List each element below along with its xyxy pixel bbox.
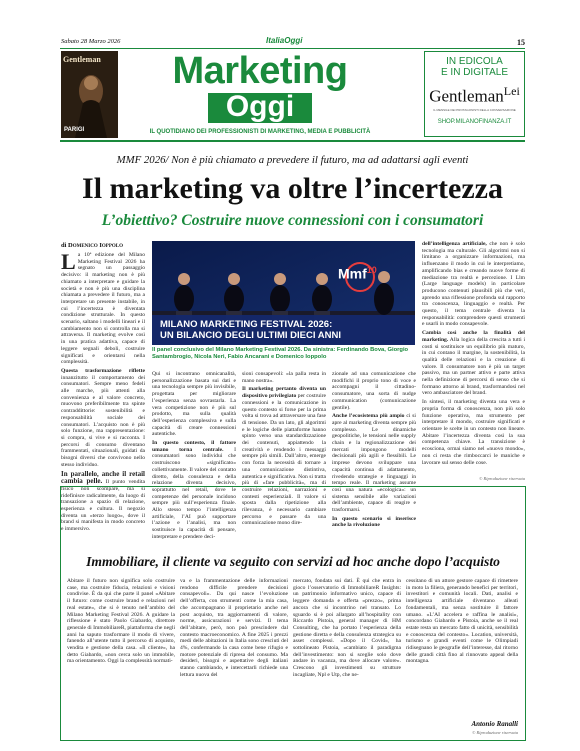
col4-lead-2: Anche l’ecosistema più ampio bbox=[332, 413, 405, 420]
article-column-1 bbox=[61, 249, 145, 533]
ad-line-1: IN EDICOLA bbox=[446, 56, 503, 67]
photo-logo-number: 10 bbox=[366, 265, 377, 275]
col1-dropcap: L bbox=[61, 249, 76, 274]
col1-lead-3: In parallelo, anche il retail cambia pelle. bbox=[61, 469, 145, 486]
ad-logo: Gentleman bbox=[429, 86, 504, 106]
issue-date: Sabato 28 Marzo 2026 bbox=[61, 38, 121, 45]
second-article-headline: Immobiliare, il cliente va seguito con servizi ad hoc anche dopo l’acquisto bbox=[86, 554, 500, 569]
byline-name: Domenico Ioppolo bbox=[68, 242, 124, 249]
article-headline: Il marketing va oltre l’incertezza bbox=[82, 172, 503, 205]
col4-text-2: ci si apre al marketing diventa sempre più complesso. Le dinamiche geopolitiche, le tensioni nelle supply chain e la regionalizzazione dei mercati impongono modelli decisionali più agili e flessibili. Le imprese devono sviluppare una capacità continua di adattamento, rivedendo strategie e linguaggi in tempo reale. Il marketing assume così una natura «ecologica»: un sistema sensibile alle variazioni dell’ambiente, capace di reagire e trasformarsi. bbox=[332, 413, 416, 514]
col5-lead-1: dell’intelligenza artificiale, bbox=[422, 241, 487, 247]
second-article-column-1: Abitare il futuro non significa solo costruire case, ma costruire fiducia, relazioni e visioni condivise. È da qui che parte il panel «Abitare il futuro: come costruire brand e relazioni nel real estate», che si è tenuto nell’ambito del Milano Marketing Festival 2026. A guidare la riflessione è stato Paolo Giabardo, direttore generale di ImmobiliareR, piattaforma che negli anni ha saputo trasformare il modo di vivere, fanendo all’utente tutto il percorso di acquisto, vendita e gestione della casa. «Il cliente», ha detto Giabardo, «non cerca solo un immobile, ma orientamento. Oggi la complessità normati- bbox=[67, 578, 175, 665]
col5-text-1: che non è solo tecnologia ma culturale. Gli algoritmi non si limitano a organizzare informazioni, ma influenzano il modo in cui le interpretiamo, amplificando bias e creando nuove forme di mediazione tra realtà e percezione. I Llm (Large language models) in particolare producono contenuti plausibili più che veri, aprendo una riflessione profonda sul rapporto tra conoscenza, linguaggio e realtà. Per questo, il tema centrale diventa la responsabilità: comprendere questi strumenti e usarli in modo consapevole. bbox=[422, 241, 525, 328]
col3-text-2: per costruire connessioni e la comunicazione in questo contesto si forse per la prima volta si trova ad attraversare una fase di tensione. Da un lato, gli algoritmi e le logiche delle piattaforme hanno spinto verso una standardizzazione dei contenuti, appiattendo la creatività e rendendo i messaggi sempre più simili. Dall’altro, emerge con forza la necessità di tornare a una comunicazione distintiva, autentica e significativa. Non si tratta più di «fare pubblicità», ma di costruire relazioni, narrazioni e contesti esperienziali. Il valore si sposta dalla ripetizione alla rilevanza, è necessario cambiare percorso e passare da una comunicazione mono dire- bbox=[242, 393, 327, 527]
ad-line-2: E IN DIGITALE bbox=[440, 67, 509, 78]
ad-url[interactable]: SHOP.MILANOFINANZA.IT bbox=[437, 119, 512, 126]
magazine-thumb-caption: PARIGI bbox=[64, 127, 85, 133]
byline-prefix: di bbox=[61, 242, 67, 249]
article-column-4 bbox=[332, 371, 416, 529]
col4-lead-3: In questo scenario si inserisce anche la rivoluzione bbox=[332, 515, 416, 529]
article-kicker: MMF 2026/ Non è più chiamato a prevedere il futuro, ma ad adattarsi agli eventi bbox=[116, 154, 469, 166]
photo-banner bbox=[152, 315, 415, 345]
col5-text-2: Alla logica della crescita a tutti i costi si sostituisce un equilibrio più maturo, in cui contano il margine, la sostenibilità, la qualità delle relazioni e la creazione di valore. Il consumatore non è più un target passivo, ma un partner attivo e parte attiva nella definizione di percorsi di senso che si formano attorno ai brand, trasformandosi nel vero ambasciatore del brand. bbox=[422, 336, 525, 397]
col3-para-1: sioni consapevoli: «la palla resta in mano nostra». bbox=[242, 371, 326, 384]
magazine-ad[interactable] bbox=[424, 51, 525, 137]
ad-logo-suffix: Lei bbox=[503, 84, 520, 98]
photo-caption: Il panel conclusivo del Milano Marketing Festival 2026. Da sinistra: Ferdinando Bova, Giorgio Santambrogio, Nicola Neri, Fabio Ancarani e Domenico Ioppolo bbox=[152, 347, 409, 361]
section-title-marketing: Marketing bbox=[172, 50, 348, 92]
magazine-thumbnail[interactable] bbox=[61, 51, 118, 138]
ad-logo-sub: IL MENSILE DEI PROTAGONISTI DELLA CONVERSAZIONE bbox=[433, 108, 516, 113]
article-photo[interactable] bbox=[152, 241, 415, 345]
col1-text-3: Il punto vendita fisico non scompare, ma si ridefinisce radicalmente, da luogo di transazione a spazio di relazione, esperienza e cultura. Il negozio diventa un «terzo luogo», dove il brand si manifesta in modo concreto e immersivo. bbox=[61, 479, 145, 533]
photo-logo bbox=[338, 265, 377, 282]
col2-text-2: I consumatori sono individui che costruiscono «significato» collettivamente. Il valore del contatto diretto, della consulenza e della relazione diventa decisivo, soprattutto nel retail, dove le competenze del personale incidono sempre più sull’esperienza finale. Allo stesso tempo l’intelligenza artificiale, l’AI può supportare l’azione e l’analisi, ma non sostituisce la capacità di pensare, interpretare e prendere deci- bbox=[152, 446, 236, 540]
col5-lead-2: Cambia così anche la finalità del marketing. bbox=[422, 330, 525, 343]
second-article-column-3: mercato, fondata sui dati. È qui che entra in gioco l’osservatorio di ImmobiliareR Insights: un patrimonio informativo unico, capace di leggere domanda e offerta «prezzo», prima ancora che si incontrino nel transato. Lo sguardo si è poi allargato all’hospitality con Riccardo Pistoia, general manager di HM Consulting, che ha portato l’esperienza della gestione diretta e della consulenza strategica su asset complessi. «Dopo il Covid», ha sottolineato Pistoia, «cambiato il paradigma dell’investimento: non si sceglie solo dove andare in vacanza, ma dove allocare valore». Crescono gli investimenti su strutture incagliate, Npl e Utp, che ne- bbox=[293, 578, 401, 678]
col5-para-1 bbox=[422, 241, 525, 328]
photo-banner-line-1: MILANO MARKETING FESTIVAL 2026: bbox=[160, 319, 333, 330]
article-column-5 bbox=[422, 241, 525, 475]
col1-text-2: innanzitutto il comportamento dei consumatori. Sempre meno fedeli alle marche, più attenti alla convenienza e al valore concreto, muovono preferibilmente tra spinte contraddittorie: sostenibilità e responsabilità sociale dei consumatori. L’acquisto non è più solo funzione, ma rappresentazione: si compra, si vive e si racconta. I percorsi di consumo diventano frammentati, situazionali, guidati da bisogni diversi che convivono nello stesso individuo. bbox=[61, 374, 145, 468]
page-number: 15 bbox=[517, 38, 525, 47]
photo-banner-line-2: UN BILANCIO DEGLI ULTIMI DIECI ANNI bbox=[160, 330, 342, 341]
section-tagline: IL QUOTIDIANO DEI PROFESSIONISTI DI MARKETING, MEDIA E PUBBLICITÀ bbox=[149, 129, 371, 135]
article-rights: © Riproduzione riservata bbox=[479, 476, 525, 481]
magazine-thumb-title: Gentleman bbox=[63, 55, 101, 64]
article-column-3 bbox=[242, 371, 327, 527]
article-column-2 bbox=[152, 371, 236, 540]
second-article-column-2: va e la frammentazione delle informazioni rendono difficile prendere decisioni consapevoli». Da qui nasce l’evoluzione dell’offerta, con strumenti come la mia casa, che accompagnano il proprietario anche nel post acquisto, tra aggiornamenti di valore, norme, assicurazioni e servizi. Il tema dell’abitare, però, non può prescindere dal contesto macroeconomico. A fine 2025 i prezzi medi delle abitazioni in Italia sono cresciuti del 4%, confermando la casa come bene rifugio e motore potenziale di ripresa del consumo. Ma desideri, bisogni e aspettative degli italiani stanno cambiando, e intercettarli richiede una lettura nuova del bbox=[180, 578, 288, 678]
col1-text-1: a 10ª edizione del Milano Marketing Festival 2026 ha segnato un passaggio decisivo: il marketing non è più chiamato a interpretare e guidare la società e non è più una disciplina chiamata a prevedere il futuro, ma a interpretare un presente instabile, in cui l’incertezza è diventata condizione strutturale. In questo scenario, saltano i modelli lineari e il cambiamento non si controlla ma si attraversa. Il marketing evolve così in una pratica adattiva, capace di leggere segnali deboli, costruire significati e orientarsi nella complessità. bbox=[61, 252, 145, 366]
magazine-cover-image bbox=[61, 51, 118, 138]
col4-para-1: zionale ad una comunicazione che modifichi il proprio tono di voce e accompagni il cittadino-consumatore, una sorta di nudge communication (comunicazione gentile). bbox=[332, 371, 416, 411]
article-subheadline: L’obiettivo? Costruire nuove connessioni con i consumatori bbox=[101, 212, 484, 229]
col5-para-2 bbox=[422, 330, 525, 397]
col1-para-2 bbox=[61, 368, 145, 469]
top-rule bbox=[60, 48, 525, 49]
col1-para-1 bbox=[61, 249, 145, 366]
newspaper-brand: ItaliaOggi bbox=[266, 36, 303, 45]
photo-logo-text: Mmf bbox=[338, 265, 367, 282]
second-article-column-4: cessitano di un attore gestore capace di rimettere in moto la filiera, generando benefici per territori, investitori e comunità locali. Dati, analisi e intelligenza artificiale diventano alleati fondamentali, ma senza sostituire il fattore umano. «L’AI accelera e raffina le analisi», concordano Giabardo e Pistoia, anche se il real estate resta un mercato fatto di unicità, sensibilità e conoscenza del contesto». Location, università, turismo e grandi eventi come le Olimpiadi ridisegnano le geografie dell’interesse, dal ritorno delle grandi città fino al rinnovato appeal della montagna. bbox=[406, 578, 518, 665]
ad-logo-wrap bbox=[425, 84, 524, 106]
col5-para-3: In sintesi, il marketing diventa una vera e propria forma di conoscenza, non più solo funzione operativa, ma strumento per interpretare il mondo, costruire significati e orientare le scelte in un contesto non lineare. Abitare l’incertezza diventa così la sua competenza chiave. La transizione è ecosciona, ormai siamo nel «nuovo mondo», non ci resta che rimboccarci le maniche e lavorare sul senso delle cose. bbox=[422, 399, 525, 466]
masthead-rule bbox=[60, 140, 525, 142]
col1-lead-2: Questa trasformazione riflette bbox=[61, 367, 145, 374]
second-article-rights: © Riproduzione riservata bbox=[472, 730, 518, 735]
section-title-oggi: Oggi bbox=[225, 90, 295, 123]
byline bbox=[61, 242, 123, 249]
col3-lead-2: Il marketing pertanto diventa un dispositivo privilegiato bbox=[242, 386, 326, 400]
col2-para-1: Qui si incontrano omnicanalità, personalizzazione basata sui dati e una tecnologia sempre più invisibile, progettata per migliorare l’esperienza senza sovrastarla. La vera competizione non è più sul prodotto, ma sulla qualità dell’esperienza complessiva e sulla capacità di creare connessioni autentiche. bbox=[152, 371, 236, 438]
col2-lead-2: In questo contesto, il fattore umano torna centrale. bbox=[152, 440, 236, 453]
second-article-author: Antonio Ranalli bbox=[471, 720, 518, 728]
